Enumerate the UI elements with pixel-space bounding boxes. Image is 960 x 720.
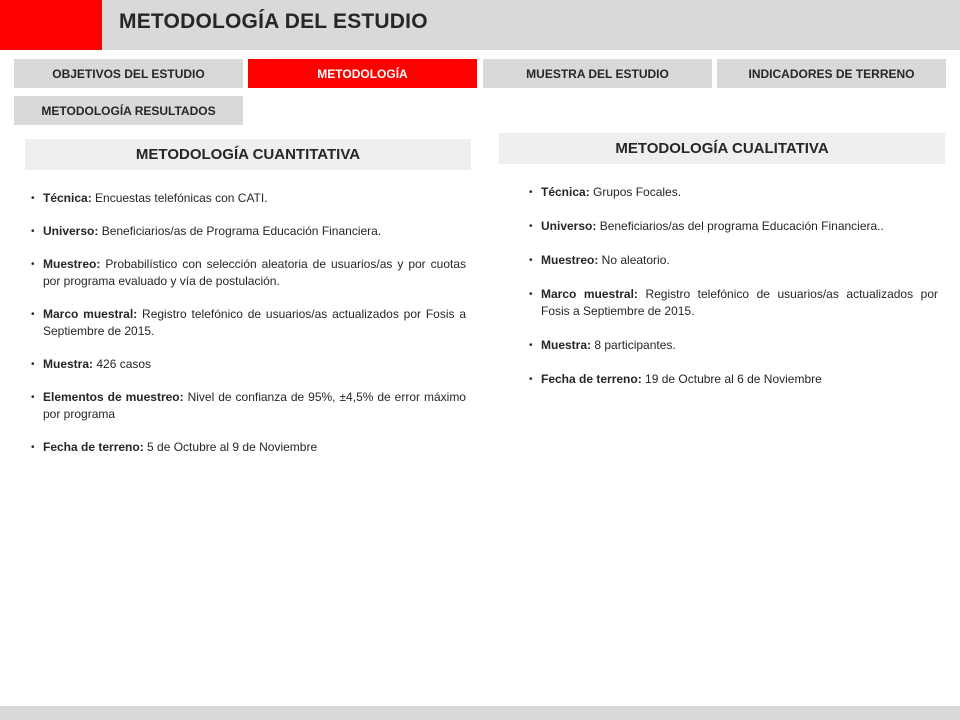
list-item xyxy=(31,256,466,290)
list-item xyxy=(529,371,938,388)
item-term: Muestra: xyxy=(541,338,592,352)
item-text: Registro telefónico de usuarios/as actualizados por Fosis a Septiembre de 2015. xyxy=(541,287,938,318)
item-term: Muestra: xyxy=(43,357,94,371)
tab-label: MUESTRA DEL ESTUDIO xyxy=(526,66,669,81)
item-term: Muestreo: xyxy=(43,257,101,271)
item-text: Beneficiarios/as de Programa Educación Financiera. xyxy=(98,224,382,238)
item-term: Técnica: xyxy=(541,185,590,199)
item-text: 8 participantes. xyxy=(591,338,676,352)
list-cuantitativa xyxy=(31,190,466,456)
item-term: Fecha de terreno: xyxy=(43,440,144,454)
item-text: Nivel de confianza de 95%, ±4,5% de error máximo por programa xyxy=(43,390,466,421)
item-text: Beneficiarios/as del programa Educación Financiera.. xyxy=(596,219,884,233)
list-item xyxy=(529,184,938,201)
item-text: Registro telefónico de usuarios/as actualizados por Fosis a Septiembre de 2015. xyxy=(43,307,466,338)
list-item xyxy=(529,286,938,320)
item-term: Técnica: xyxy=(43,191,92,205)
section-title-cuantitativa: METODOLOGÍA CUANTITATIVA xyxy=(25,139,471,170)
list-item xyxy=(31,223,466,240)
list-item xyxy=(31,306,466,340)
footer-bar xyxy=(0,706,960,720)
tab-label: METODOLOGÍA RESULTADOS xyxy=(41,103,216,118)
item-term: Universo: xyxy=(43,224,99,238)
tab-metodologia-resultados[interactable] xyxy=(14,96,243,125)
list-item xyxy=(31,356,466,373)
list-item xyxy=(529,252,938,269)
item-term: Marco muestral: xyxy=(541,287,638,301)
item-text: Grupos Focales. xyxy=(589,185,682,199)
tab-muestra-del-estudio[interactable] xyxy=(483,59,712,88)
tab-label: METODOLOGÍA xyxy=(317,66,408,81)
tab-metodologia[interactable] xyxy=(248,59,477,88)
item-term: Marco muestral: xyxy=(43,307,138,321)
item-term: Muestreo: xyxy=(541,253,599,267)
item-term: Universo: xyxy=(541,219,597,233)
item-text: 426 casos xyxy=(93,357,152,371)
list-cualitativa xyxy=(529,184,938,388)
tab-indicadores-de-terreno[interactable] xyxy=(717,59,946,88)
item-term: Elementos de muestreo: xyxy=(43,390,184,404)
item-text: Probabilístico con selección aleatoria de usuarios/as y por cuotas por programa evaluado y vía de postulación. xyxy=(43,257,466,288)
header-accent-block xyxy=(0,0,102,50)
item-text: No aleatorio. xyxy=(598,253,670,267)
tab-label: OBJETIVOS DEL ESTUDIO xyxy=(52,66,205,81)
item-term: Fecha de terreno: xyxy=(541,372,642,386)
item-text: 5 de Octubre al 9 de Noviembre xyxy=(143,440,318,454)
item-text: Encuestas telefónicas con CATI. xyxy=(91,191,268,205)
list-item xyxy=(529,337,938,354)
tab-objetivos-del-estudio[interactable] xyxy=(14,59,243,88)
item-text: 19 de Octubre al 6 de Noviembre xyxy=(641,372,822,386)
section-title-cualitativa: METODOLOGÍA CUALITATIVA xyxy=(499,133,945,164)
tab-label: INDICADORES DE TERRENO xyxy=(748,66,915,81)
list-item xyxy=(31,190,466,207)
page-title: METODOLOGÍA DEL ESTUDIO xyxy=(119,10,428,33)
list-item xyxy=(31,389,466,423)
list-item xyxy=(529,218,938,235)
list-item xyxy=(31,439,466,456)
